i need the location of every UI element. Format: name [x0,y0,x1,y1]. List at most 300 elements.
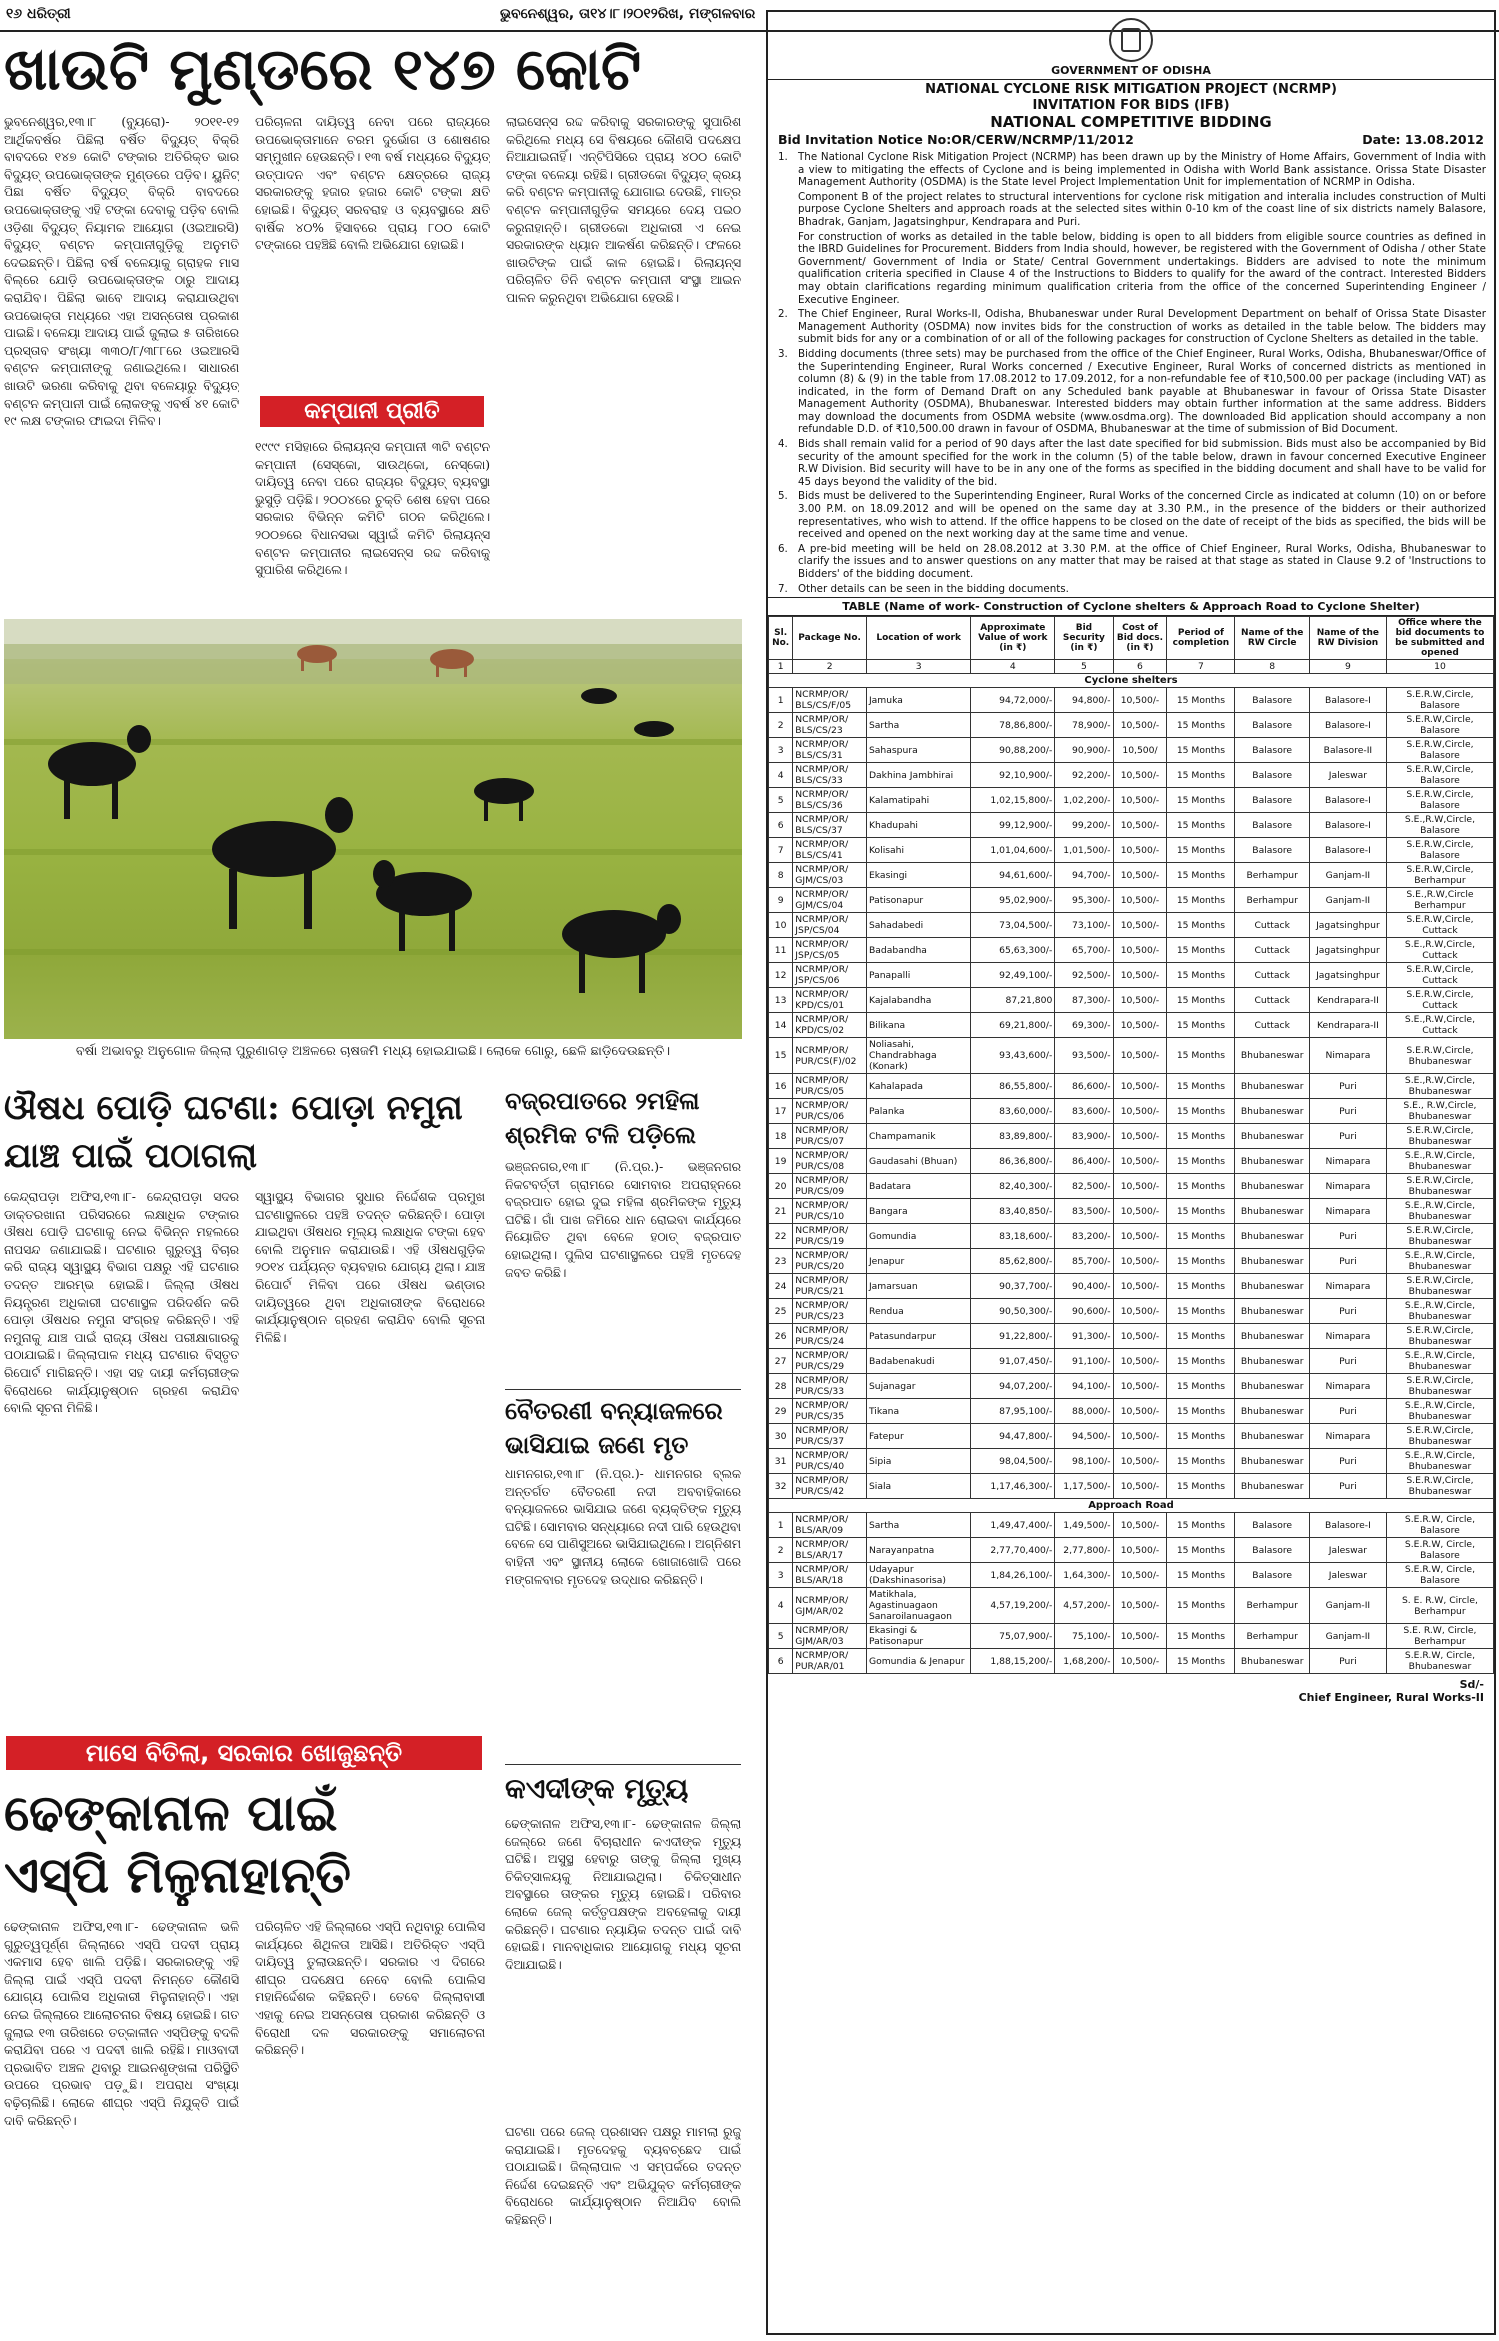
table-cell: Balasore [1235,763,1309,788]
table-cell: 4,57,200/- [1055,1588,1113,1624]
table-colnum-cell: 8 [1235,660,1309,674]
table-cell: Balasore-II [1309,738,1386,763]
table-cell: 92,200/- [1055,763,1113,788]
table-cell: 13 [769,988,793,1013]
table-cell: Balasore-I [1309,788,1386,813]
paragraph-text: The Chief Engineer, Rural Works-II, Odisha, Bhubaneswar under Rural Development Department on behalf of Orissa State Disaster Management Authority (OSDMA) now invites bids for the construction of works as detailed in the table below. The bidders may submit bids for any or a combination of or all of the following packages for construction of Cyclone Shelters as detailed in the table. [798,308,1486,346]
table-cell: 90,37,700/- [971,1274,1055,1299]
table-row [769,988,1494,1013]
table-cell: Jagatsinghpur [1309,938,1386,963]
table-cell: S.E.,R.W,Circle, Bhubaneswar [1386,1199,1493,1224]
table-cell: S.E.R.W,Circle, Cuttack [1386,988,1493,1013]
table-row [769,1013,1494,1038]
table-cell: 16 [769,1074,793,1099]
table-cell: NCRMP/OR/ PUR/CS/21 [793,1274,867,1299]
table-cell: 15 Months [1167,1274,1235,1299]
table-cell: 29 [769,1399,793,1424]
table-cell: Berhampur [1235,1588,1309,1624]
table-cell: 10,500/ [1113,738,1167,763]
table-cell: 15 Months [1167,1538,1235,1563]
table-cell: Nimapara [1309,1199,1386,1224]
table-cell: Sujanagar [866,1374,970,1399]
table-cell: Matikhala, Agastinuagaon Sanaroilanuagaon [866,1588,970,1624]
table-cell: 88,000/- [1055,1399,1113,1424]
table-cell: Jaleswar [1309,1563,1386,1588]
table-cell: 1,64,300/- [1055,1563,1113,1588]
table-cell: 2 [769,1538,793,1563]
table-cell: Badatara [866,1174,970,1199]
table-cell: 10,500/- [1113,1249,1167,1274]
table-cell: Nimapara [1309,1274,1386,1299]
table-cell: 10,500/- [1113,1224,1167,1249]
table-header-cell: Location of work [866,617,970,660]
table-cell: 15 Months [1167,1474,1235,1499]
table-cell: S.E.R.W,Circle, Balasore [1386,688,1493,713]
paragraph-text: Bids shall remain valid for a period of 90 days after the last date specified for bid submission. Bids must also be accompanied by Bid security of the amount specified for the work in the column (5) of the table below, drawn in favour concerned Executive Engineer R.W Division. Bid security will have to be in any one of the forms as specified in the bidding document and shall have to be valid for 45 days beyond the validity of the bid. [798,438,1486,488]
table-cell: S.E.,R.W,Circle, Bhubaneswar [1386,1399,1493,1424]
table-cell: 25 [769,1299,793,1324]
table-cell: Ekasingi [866,863,970,888]
table-cell: 86,55,800/- [971,1074,1055,1099]
table-header-cell: Approximate Value of work (in ₹) [971,617,1055,660]
table-cell: Balasore [1235,1563,1309,1588]
table-cell: 1,02,200/- [1055,788,1113,813]
table-cell: 10,500/- [1113,1299,1167,1324]
table-cell: 15 Months [1167,1374,1235,1399]
table-cell: Puri [1309,1124,1386,1149]
table-cell: Kahalapada [866,1074,970,1099]
table-cell: Jaleswar [1309,763,1386,788]
table-cell: Jamarsuan [866,1274,970,1299]
table-cell: 22 [769,1224,793,1249]
table-cell: Balasore [1235,813,1309,838]
story1-col2b: ୧୯୯୯ ମସିହାରେ ରିଲାୟନ୍ସ କମ୍ପାନୀ ୩ଟି ବଣ୍ଟନ କମ୍ପାନୀ (ସେସ୍କୋ, ସାଉଥ୍‌କୋ, ନେସ୍କୋ) ଦାୟିତ୍ୱ ନେବା ପରେ ରାଜ୍ୟର ବିଦ୍ୟୁତ୍ ବ୍ୟବସ୍ଥା ଭୁସୁଡ଼ି ପଡ଼ିଛି। ୨୦୦୪ରେ ଚୁକ୍ତି ଶେଷ ହେବା ପରେ ସରକାର ବିଭିନ୍ନ କମିଟି ଗଠନ କରିଥିଲେ। ୨୦୦୭ରେ ବିଧାନସଭା ସ୍ୱାଇଁ କମିଟି ରିଲାୟନ୍ସ ବଣ୍ଟନ କମ୍ପାନୀର ଲାଇସେନ୍ସ ରଦ୍ଦ କରିବାକୁ ସୁପାରିଶ କରିଥିଲେ। [255,440,490,578]
story6-col2: ପରିଚାଳିତ ଏହି ଜିଲ୍ଲାରେ ଏସ୍‌ପି ନଥିବାରୁ ପୋଲିସ କାର୍ଯ୍ୟରେ ଶିଥିଳତା ଆସିଛି। ଅତିରିକ୍ତ ଏସ୍‌ପି ଦାୟିତ୍ୱ ତୁଲାଉଛନ୍ତି। ସରକାର ଏ ଦିଗରେ ଶୀଘ୍ର ପଦକ୍ଷେପ ନେବେ ବୋଲି ପୋଲିସ ମହାନିର୍ଦ୍ଦେଶକ କହିଛନ୍ତି। ତେବେ ଜିଲ୍ଲାବାସୀ ଏହାକୁ ନେଇ ଅସନ୍ତୋଷ ପ୍ରକାଶ କରିଛନ୍ତି ଓ ବିରୋଧୀ ଦଳ ସରକାରଙ୍କୁ ସମାଲୋଚନା କରିଛନ୍ତି। [255,1920,485,2058]
table-cell: 19 [769,1149,793,1174]
table-cell: 10,500/- [1113,1274,1167,1299]
table-cell: 91,100/- [1055,1349,1113,1374]
table-cell: Jamuka [866,688,970,713]
odisha-emblem-icon [1109,18,1153,62]
table-cell: 2,77,70,400/- [971,1538,1055,1563]
table-cell: 5 [769,788,793,813]
table-cell: Dakhina Jambhirai [866,763,970,788]
table-cell: S.E.,R.W,Circle, Cuttack [1386,938,1493,963]
table-colnum-cell: 4 [971,660,1055,674]
table-row [769,763,1494,788]
table-cell: 86,36,800/- [971,1149,1055,1174]
table-cell: 10,500/- [1113,988,1167,1013]
table-cell: 10,500/- [1113,1174,1167,1199]
story1-col3: ଲାଇସେନ୍ସ ରଦ୍ଦ କରିବାକୁ ସରକାରଙ୍କୁ ସୁପାରିଶ କରିଥିଲେ ମଧ୍ୟ ସେ ବିଷୟରେ କୌଣସି ପଦକ୍ଷେପ ନିଆଯାଇନାହିଁ। ଏନ୍‌ଟିପିସିରେ ପ୍ରାୟ ୪୦୦ କୋଟି ଟଙ୍କା ବଳେୟା ରହିଛି। ଗ୍ରୀଡକୋ ବିଦ୍ୟୁତ୍ କ୍ରୟ କରି ବଣ୍ଟନ କମ୍ପାନୀକୁ ଯୋଗାଇ ଦେଉଛି, ମାତ୍ର ବଣ୍ଟନ କମ୍ପାନୀଗୁଡ଼ିକ ସମୟରେ ଦେୟ ପଇଠ କରୁନାହାନ୍ତି। ଗ୍ରୀଡକୋ ଅଧିକାରୀ ଏ ନେଇ ସରକାରଙ୍କ ଧ୍ୟାନ ଆକର୍ଷଣ କରିଛନ୍ତି। ଫଳରେ ଖାଉଟିଙ୍କ ପାଇଁ କାଳ ହୋଇଛି। ରିଲାୟନ୍ସ ପରିଚାଳିତ ତିନି ବଣ୍ଟନ କମ୍ପାନୀ ସଂସ୍ଥା ଆଇନ ପାଳନ କରୁନଥିବା ଅଭିଯୋଗ ହେଉଛି। [506,115,741,305]
table-cell: 94,07,200/- [971,1374,1055,1399]
table-row [769,738,1494,763]
table-cell: S.E.R.W,Circle, Balasore [1386,738,1493,763]
table-cell: 83,900/- [1055,1124,1113,1149]
table-row [769,1249,1494,1274]
table-cell: Ganjam-II [1309,1588,1386,1624]
table-cell: Bhubaneswar [1235,1124,1309,1149]
table-cell: 15 Months [1167,963,1235,988]
table-cell: 91,22,800/- [971,1324,1055,1349]
table-colnum-row [769,660,1494,674]
story6-col1: ଢେଙ୍କାନାଳ ଅଫିସ,୧୩।୮- ଢେଙ୍କାନାଳ ଭଳି ଗୁରୁତ୍ୱପୂର୍ଣ୍ଣ ଜିଲ୍ଲାରେ ଏସ୍‌ପି ପଦବୀ ପ୍ରାୟ ଏକମାସ ହେବ ଖାଲି ପଡ଼ିଛି। ସରକାରଙ୍କୁ ଏହି ଜିଲ୍ଲା ପାଇଁ ଏସ୍‌ପି ପଦବୀ ନିମନ୍ତେ କୌଣସି ଯୋଗ୍ୟ ପୋଲିସ ଅଧିକାରୀ ମିଳୁନାହାନ୍ତି। ଏହା ନେଇ ଜିଲ୍ଲାରେ ଆଲୋଚନାର ବିଷୟ ହୋଇଛି। ଗତ ଜୁଲାଇ ୧୩ ତାରିଖରେ ତତ୍କାଳୀନ ଏସ୍‌ପିଙ୍କୁ ବଦଳି କରାଯିବା ପରେ ଏ ପଦବୀ ଖାଲି ରହିଛି। ମାଓବାଦୀ ପ୍ରଭାବିତ ଅଞ୍ଚଳ ଥିବାରୁ ଆଇନଶୃଙ୍ଖଳା ପରିସ୍ଥିତି ଉପରେ ପ୍ରଭାବ ପଡ଼ୁଛି। ଅପରାଧ ସଂଖ୍ୟା ବଢ଼ିଚାଲିଛି। ଲୋକେ ଶୀଘ୍ର ଏସ୍‌ପି ନିଯୁକ୍ତି ପାଇଁ ଦାବି କରିଛନ୍ତି। [4,1920,239,2128]
table-cell: Nimapara [1309,1149,1386,1174]
table-cell: S.E.R.W,Circle, Bhubaneswar [1386,1038,1493,1074]
headline-story5: କଏଦୀଙ୍କ ମୃତ୍ୟୁ [505,1764,741,1809]
page-number: ୧୬ ଧରିତ୍ରୀ [6,6,71,22]
table-cell: S.E. R.W, Circle, Berhampur [1386,1624,1493,1649]
table-row [769,688,1494,713]
table-cell: S.E.R.W,Circle, Berhampur [1386,863,1493,888]
table-cell: 1,84,26,100/- [971,1563,1055,1588]
table-row [769,1074,1494,1099]
table-cell: S.E.R.W, Circle, Balasore [1386,1513,1493,1538]
table-cell: 1,02,15,800/- [971,788,1055,813]
table-row [769,788,1494,813]
table-cell: Bhubaneswar [1235,1074,1309,1099]
headline-story3: ବଜ୍ରପାତରେ ୨ମହିଳା ଶ୍ରମିକ ଟଳି ପଡ଼ିଲେ [505,1086,700,1149]
table-cell: 94,72,000/- [971,688,1055,713]
table-cell: 83,200/- [1055,1224,1113,1249]
table-cell: 10,500/- [1113,1588,1167,1624]
table-cell: 10,500/- [1113,1149,1167,1174]
paragraph-text: For construction of works as detailed in the table below, bidding is open to all bidders from eligible source countries as defined in the IBRD Guidelines for Procurement. Bidders from India should, however, be registered with the Government of Odisha / other State Government/ Government of India or State/ Central Government undertakings. Bidders are advised to note the minimum qualification criteria specified in Clause 4 of the Instructions to Bidders to qualify for the award of the contract. Interested Bidders may obtain clarifications regarding minimum qualification criteria from the office of the concerned Superintending Engineer / Executive Engineer. [798,230,1486,306]
table-cell: 10,500/- [1113,963,1167,988]
table-cell: Balasore [1235,788,1309,813]
signature-title: Chief Engineer, Rural Works-II [1298,1691,1484,1705]
headline-story6-block [4,1782,494,1906]
table-cell: 93,43,600/- [971,1038,1055,1074]
table-cell: S.E.R.W,Circle, Balasore [1386,763,1493,788]
table-cell: Bhubaneswar [1235,1199,1309,1224]
table-cell: S.E.R.W, Circle, Balasore [1386,1538,1493,1563]
table-cell: 92,500/- [1055,963,1113,988]
table-cell: Jaleswar [1309,1538,1386,1563]
table-cell: 15 Months [1167,1038,1235,1074]
paragraph-text: A pre-bid meeting will be held on 28.08.2012 at 3.30 P.M. at the office of Chief Engineer, Rural Works, Odisha, Bhubaneswar to clarify the issues and to answer questions on any matter that may be raised at that stage as stated in Clause 9.2 of 'Instructions to Bidders' of the bidding document. [798,542,1486,580]
table-cell: 82,40,300/- [971,1174,1055,1199]
table-cell: Bhubaneswar [1235,1299,1309,1324]
table-cell: 10,500/- [1113,1013,1167,1038]
table-cell: Ganjam-II [1309,863,1386,888]
table-cell: Bhubaneswar [1235,1649,1309,1674]
table-cell: 1 [769,688,793,713]
table-cell: Nimapara [1309,1174,1386,1199]
table-cell: 15 Months [1167,888,1235,913]
table-cell: 15 Months [1167,1349,1235,1374]
table-cell: 10,500/- [1113,1563,1167,1588]
table-section-row [769,674,1494,688]
table-cell: Bhubaneswar [1235,1399,1309,1424]
table-row [769,1399,1494,1424]
table-cell: 15 Months [1167,1074,1235,1099]
tender-paragraph [768,308,1494,346]
table-cell: Ekasingi & Patisonapur [866,1624,970,1649]
table-cell: 90,400/- [1055,1274,1113,1299]
table-cell: 99,12,900/- [971,813,1055,838]
table-cell: 6 [769,1649,793,1674]
table-cell: Kalamatipahi [866,788,970,813]
table-cell: NCRMP/OR/ PUR/CS/35 [793,1399,867,1424]
table-cell: Champamanik [866,1124,970,1149]
table-cell: 90,900/- [1055,738,1113,763]
table-cell: 69,300/- [1055,1013,1113,1038]
table-cell: 94,500/- [1055,1424,1113,1449]
table-cell: Panapalli [866,963,970,988]
table-cell: Bhubaneswar [1235,1038,1309,1074]
story6-kicker: ମାସେ ବିତିଲା, ସରକାର ଖୋଜୁଛନ୍ତି [4,1734,484,1772]
table-cell: 10,500/- [1113,1538,1167,1563]
table-cell: Palanka [866,1099,970,1124]
table-cell: Bhubaneswar [1235,1249,1309,1274]
govt-name: GOVERNMENT OF ODISHA [1051,64,1211,77]
table-cell: 10,500/- [1113,863,1167,888]
table-cell: NCRMP/OR/ PUR/CS/06 [793,1099,867,1124]
table-cell: Jenapur [866,1249,970,1274]
table-cell: NCRMP/OR/ PUR/CS/08 [793,1149,867,1174]
table-cell: NCRMP/OR/ PUR/CS/37 [793,1424,867,1449]
table-cell: 15 Months [1167,813,1235,838]
table-cell: NCRMP/OR/ BLS/AR/09 [793,1513,867,1538]
table-row [769,1324,1494,1349]
table-cell: 15 Months [1167,1624,1235,1649]
table-cell: NCRMP/OR/ JSP/CS/06 [793,963,867,988]
table-cell: 1,49,47,400/- [971,1513,1055,1538]
story2-col2: ସ୍ୱାସ୍ଥ୍ୟ ବିଭାଗର ସୁଧାର ନିର୍ଦ୍ଦେଶକ ପ୍ରମୁଖ ଘଟଣାସ୍ଥଳରେ ପହଞ୍ଚି ତଦନ୍ତ କରିଛନ୍ତି। ପୋଡ଼ା ଯାଇଥିବା ଔଷଧର ମୂଲ୍ୟ ଲକ୍ଷାଧିକ ଟଙ୍କା ହେବ ବୋଲି ଅନୁମାନ କରାଯାଉଛି। ଏହି ଔଷଧଗୁଡ଼ିକ ୨୦୧୪ ପର୍ଯ୍ୟନ୍ତ ବ୍ୟବହାର ଯୋଗ୍ୟ ଥିଲା। ଯାଞ୍ଚ ରିପୋର୍ଟ ମିଳିବା ପରେ ଔଷଧ ଭଣ୍ଡାର ଦାୟିତ୍ୱରେ ଥିବା ଅଧିକାରୀଙ୍କ ବିରୋଧରେ କାର୍ଯ୍ୟାନୁଷ୍ଠାନ ଗ୍ରହଣ କରାଯିବ ବୋଲି ସୂଚନା ମିଳିଛି। [255,1190,485,1345]
table-cell: S.E.R.W,Circle, Balasore [1386,788,1493,813]
table-cell: 30 [769,1424,793,1449]
table-cell: Bhubaneswar [1235,1099,1309,1124]
table-cell: Nimapara [1309,1038,1386,1074]
photo-caption: ବର୍ଷା ଅଭାବରୁ ଅନୁଗୋଳ ଜିଲ୍ଲା ପୁରୁଣାଗଡ଼ ଅଞ୍ଚଳରେ ଚାଷଜମି ମଧ୍ୟ ହୋଇଯାଇଛି। ଲୋକେ ଗୋରୁ, ଛେଳି ଛାଡ଼ିଦେଉଛନ୍ତି। [75,1044,671,1059]
table-cell: 1,01,500/- [1055,838,1113,863]
table-cell: 83,40,850/- [971,1199,1055,1224]
table-cell: 15 Months [1167,713,1235,738]
table-cell: Siala [866,1474,970,1499]
table-cell: Jagatsinghpur [1309,963,1386,988]
table-cell: Cuttack [1235,988,1309,1013]
notice-number: Bid Invitation Notice No:OR/CERW/NCRMP/11/2012 [778,132,1134,147]
table-cell: Sipia [866,1449,970,1474]
table-row [769,888,1494,913]
table-cell: NCRMP/OR/ PUR/CS/29 [793,1349,867,1374]
table-cell: Bhubaneswar [1235,1474,1309,1499]
table-cell: 15 Months [1167,1299,1235,1324]
table-header-cell: Name of the RW Division [1309,617,1386,660]
table-cell: 3 [769,738,793,763]
table-cell: S.E.,R.W,Circle, Bhubaneswar [1386,1249,1493,1274]
table-cell: 10,500/- [1113,1449,1167,1474]
table-cell: 99,200/- [1055,813,1113,838]
table-cell: 10,500/- [1113,938,1167,963]
tender-table [768,616,1494,1674]
table-cell: 15 Months [1167,738,1235,763]
table-cell: NCRMP/OR/ PUR/CS/33 [793,1374,867,1399]
table-cell: Bhubaneswar [1235,1424,1309,1449]
table-colnum-cell: 1 [769,660,793,674]
table-cell: 1,49,500/- [1055,1513,1113,1538]
table-cell: NCRMP/OR/ PUR/CS/24 [793,1324,867,1349]
table-row [769,963,1494,988]
table-cell: Bhubaneswar [1235,1324,1309,1349]
table-cell: Puri [1309,1299,1386,1324]
table-cell: 15 Months [1167,1124,1235,1149]
table-cell: Sartha [866,1513,970,1538]
table-cell: 9 [769,888,793,913]
table-cell: S.E.,R.W,Circle, Bhubaneswar [1386,1074,1493,1099]
table-cell: 1,17,500/- [1055,1474,1113,1499]
table-cell: NCRMP/OR/ PUR/CS/20 [793,1249,867,1274]
table-cell: Bangara [866,1199,970,1224]
table-row [769,713,1494,738]
table-cell: NCRMP/OR/ GJM/CS/04 [793,888,867,913]
table-cell: Balasore-I [1309,688,1386,713]
table-cell: Kajalabandha [866,988,970,1013]
table-cell: NCRMP/OR/ PUR/CS/05 [793,1074,867,1099]
table-colnum-cell: 5 [1055,660,1113,674]
table-cell: 90,50,300/- [971,1299,1055,1324]
table-cell: S.E.R.W,Circle, Bhubaneswar [1386,1474,1493,1499]
table-row [769,1038,1494,1074]
table-cell: NCRMP/OR/ BLS/AR/18 [793,1563,867,1588]
table-cell: 82,500/- [1055,1174,1113,1199]
table-cell: 15 Months [1167,1324,1235,1349]
table-cell: Balasore-I [1309,838,1386,863]
table-cell: 10,500/- [1113,713,1167,738]
goats-illustration [4,619,742,1039]
table-cell: 7 [769,838,793,863]
table-cell: 2 [769,713,793,738]
news-column [0,34,745,2334]
table-cell: 15 Months [1167,1149,1235,1174]
table-section-label: Cyclone shelters [769,674,1494,688]
table-row [769,863,1494,888]
table-cell: NCRMP/OR/ PUR/CS/19 [793,1224,867,1249]
table-cell: S.E.R.W,Circle, Bhubaneswar [1386,1324,1493,1349]
table-cell: 15 Months [1167,1563,1235,1588]
table-cell: Nimapara [1309,1374,1386,1399]
table-cell: 10,500/- [1113,1074,1167,1099]
tender-paragraph [768,583,1494,596]
table-cell: Sahaspura [866,738,970,763]
table-cell: Gomundia [866,1224,970,1249]
table-cell: 10,500/- [1113,1038,1167,1074]
table-row [769,1513,1494,1538]
table-cell: Bhubaneswar [1235,1374,1309,1399]
dateline: ଭୁବନେଶ୍ୱର, ତା୧୪।୮।୨୦୧୨ରିଖ, ମଙ୍ଗଳବାର [500,6,756,22]
table-cell: NCRMP/OR/ BLS/CS/23 [793,713,867,738]
table-cell: NCRMP/OR/ PUR/CS/40 [793,1449,867,1474]
table-cell: Kendrapara-II [1309,988,1386,1013]
table-cell: 78,900/- [1055,713,1113,738]
table-row [769,1449,1494,1474]
table-cell: Kendrapara-II [1309,1013,1386,1038]
table-cell: 95,02,900/- [971,888,1055,913]
table-cell: S.E.,R.W,Circle Berhampur [1386,888,1493,913]
table-cell: 15 Months [1167,838,1235,863]
table-cell: NCRMP/OR/ PUR/CS/10 [793,1199,867,1224]
project-title: NATIONAL CYCLONE RISK MITIGATION PROJECT (NCRMP) [925,82,1337,97]
table-cell: Udayapur (Dakshinasorisa) [866,1563,970,1588]
table-row [769,913,1494,938]
subhead-company-preference: କମ୍ପାନୀ ପ୍ରୀତି [258,394,486,429]
table-row [769,1149,1494,1174]
table-cell: Khadupahi [866,813,970,838]
table-cell: S. E. R.W, Circle, Berhampur [1386,1588,1493,1624]
table-cell: S.E.,R.W,Circle, Bhubaneswar [1386,1299,1493,1324]
tender-paragraph [768,438,1494,488]
table-cell: 10 [769,913,793,938]
table-cell: 15 Months [1167,863,1235,888]
headline-story6-line2: ଏସ୍‌ପି ମିଳୁନାହାନ୍ତି [4,1845,351,1904]
table-cell: Puri [1309,1399,1386,1424]
table-section-label: Approach Road [769,1499,1494,1513]
table-cell: 4,57,19,200/- [971,1588,1055,1624]
table-cell: NCRMP/OR/ PUR/CS/23 [793,1299,867,1324]
table-cell: 65,700/- [1055,938,1113,963]
table-cell: 20 [769,1174,793,1199]
table-cell: NCRMP/OR/ BLS/CS/33 [793,763,867,788]
table-cell: 87,21,800 [971,988,1055,1013]
paragraph-number: 3. [778,347,788,360]
table-header-cell: Office where the bid documents to be submitted and opened [1386,617,1493,660]
table-row [769,1563,1494,1588]
paragraph-number: 2. [778,308,788,321]
paragraph-number: 4. [778,438,788,451]
table-cell: 1 [769,1513,793,1538]
table-cell: Bhubaneswar [1235,1349,1309,1374]
table-colnum-cell: 2 [793,660,867,674]
table-cell: S.E.R.W, Circle, Balasore [1386,1563,1493,1588]
table-cell: NCRMP/OR/ BLS/CS/F/05 [793,688,867,713]
table-cell: 10,500/- [1113,1513,1167,1538]
table-cell: S.E., R.W,Circle, Bhubaneswar [1386,1099,1493,1124]
table-cell: Balasore-I [1309,1513,1386,1538]
table-cell: 15 Months [1167,1224,1235,1249]
table-cell: 4 [769,763,793,788]
table-cell: 92,10,900/- [971,763,1055,788]
table-cell: 15 Months [1167,988,1235,1013]
table-cell: Kolisahi [866,838,970,863]
table-cell: Balasore [1235,1513,1309,1538]
table-cell: Cuttack [1235,963,1309,988]
table-cell: 10,500/- [1113,788,1167,813]
table-cell: 1,17,46,300/- [971,1474,1055,1499]
table-cell: Balasore [1235,688,1309,713]
table-header-cell: Cost of Bid docs. (in ₹) [1113,617,1167,660]
table-cell: Berhampur [1235,863,1309,888]
table-cell: 83,18,600/- [971,1224,1055,1249]
table-cell: 90,88,200/- [971,738,1055,763]
table-cell: 98,100/- [1055,1449,1113,1474]
table-cell: 94,61,600/- [971,863,1055,888]
tender-paragraph [768,231,1494,307]
table-cell: 26 [769,1324,793,1349]
table-cell: 11 [769,938,793,963]
table-cell: 15 Months [1167,1449,1235,1474]
table-cell: 83,600/- [1055,1099,1113,1124]
table-row [769,1199,1494,1224]
table-cell: 87,300/- [1055,988,1113,1013]
table-cell: S.E.R.W, Circle, Bhubaneswar [1386,1649,1493,1674]
table-cell: 10,500/- [1113,1624,1167,1649]
table-cell: 15 Months [1167,938,1235,963]
table-cell: 10,500/- [1113,1099,1167,1124]
table-cell: NCRMP/OR/ BLS/CS/36 [793,788,867,813]
table-cell: 10,500/- [1113,688,1167,713]
table-header-row [769,617,1494,660]
